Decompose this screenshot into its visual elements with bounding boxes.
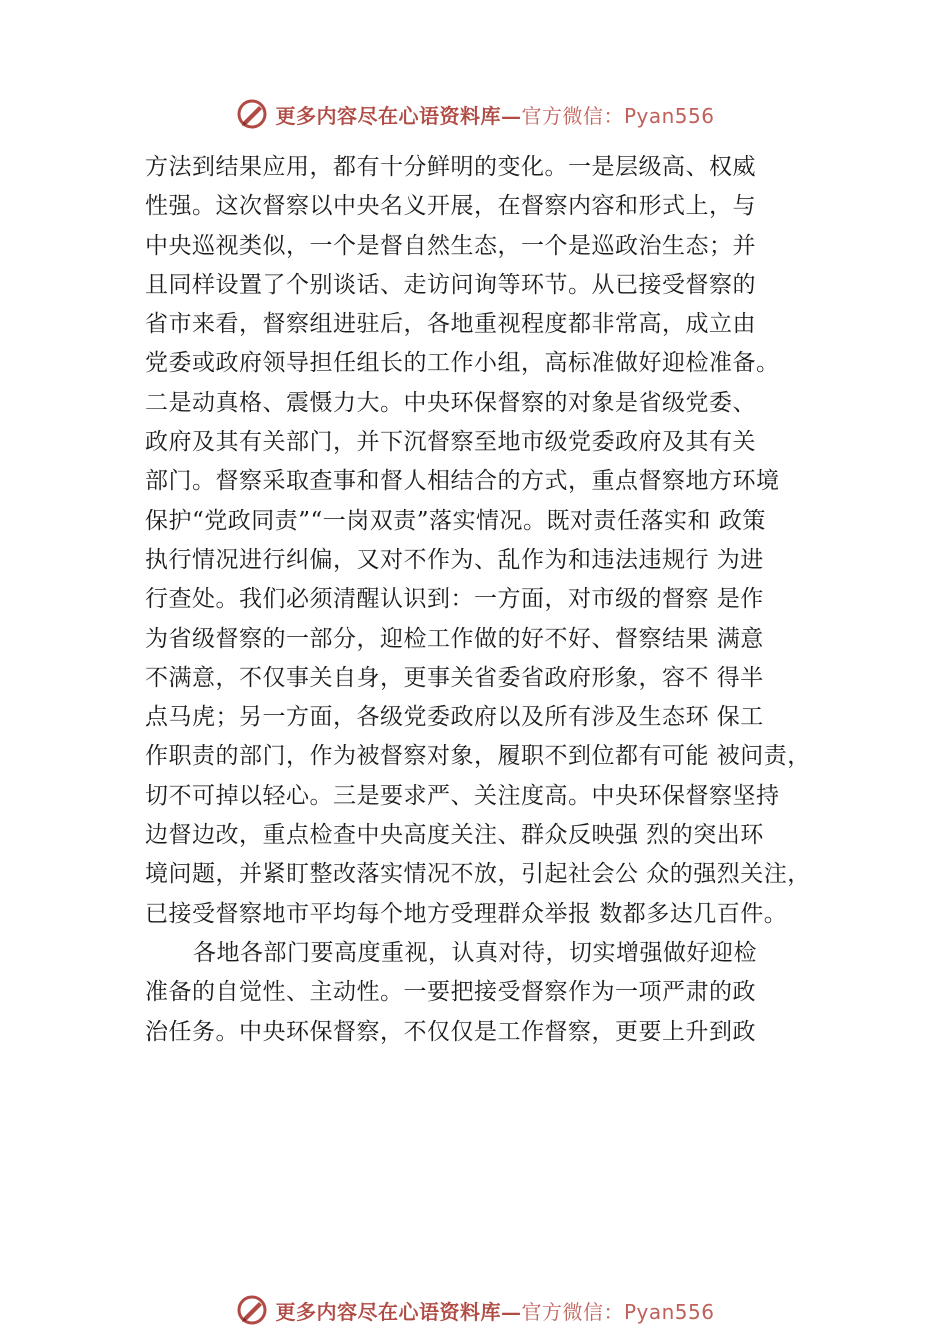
body-line: 行查处。我们必须清醒认识到：一方面，对市级的督察 是作 [145,586,764,613]
pen-logo-icon [235,1293,269,1327]
body-line: 执行情况进行纠偏，又对不作为、乱作为和违法违规行 为进 [145,546,764,573]
footer-banner [0,1290,950,1330]
body-line: 二是动真格、震慑力大。中央环保督察的对象是省级党委、 [145,389,756,416]
body-line: 政府及其有关部门，并下沉督察至地市级党委政府及其有关 [145,429,756,456]
body-line: 已接受督察地市平均每个地方受理群众举报 数都多达几百件。 [145,900,788,927]
body-line: 部门。督察采取查事和督人相结合的方式，重点督察地方环境 [145,468,780,495]
body-line: 准备的自觉性、主动性。一要把接受督察作为一项严肃的政 [145,979,756,1006]
header-banner-text: 更多内容尽在心语资料库—官方微信：Pyan556 [275,103,715,128]
pen-logo-icon [235,97,269,131]
body-line: 中央巡视类似，一个是督自然生态，一个是巡政治生态；并 [145,232,756,259]
body-line: 境问题，并紧盯整改落实情况不放，引起社会公 众的强烈关注， [145,861,811,888]
paragraph-first-line: 各地各部门要高度重视，认真对待，切实增强做好迎检 [193,939,757,966]
body-line: 为省级督察的一部分，迎检工作做的好不好、督察结果 满意 [145,625,764,652]
body-line: 保护“党政同责”“一岗双责”落实情况。既对责任落实和 政策 [145,507,766,534]
header-banner [0,94,950,134]
body-line: 省市来看，督察组进驻后，各地重视程度都非常高，成立由 [145,311,756,338]
body-line: 性强。这次督察以中央名义开展，在督察内容和形式上，与 [145,193,756,220]
body-line: 作职责的部门，作为被督察对象，履职不到位都有可能 被问责， [145,743,811,770]
body-line: 切不可掉以轻心。三是要求严、关注度高。中央环保督察坚持 [145,782,780,809]
body-line: 党委或政府领导担任组长的工作小组，高标准做好迎检准备。 [145,350,780,377]
body-line: 点马虎；另一方面，各级党委政府以及所有涉及生态环 保工 [145,704,764,731]
body-line: 不满意，不仅事关自身，更事关省委省政府形象，容不 得半 [145,664,764,691]
body-line: 方法到结果应用，都有十分鲜明的变化。一是层级高、权威 [145,154,756,180]
body-line: 边督边改，重点检查中央高度关注、群众反映强 烈的突出环 [145,822,764,849]
footer-wechat: 官方微信：Pyan556 [521,1299,715,1324]
footer-banner-text: 更多内容尽在心语资料库—官方微信：Pyan556 [275,1299,715,1324]
body-line: 且同样设置了个别谈话、走访问询等环节。从已接受督察的 [145,271,756,298]
document-body [145,148,845,1052]
header-wechat: 官方微信：Pyan556 [521,103,715,128]
body-line: 治任务。中央环保督察，不仅仅是工作督察，更要上升到政 [145,1018,756,1045]
